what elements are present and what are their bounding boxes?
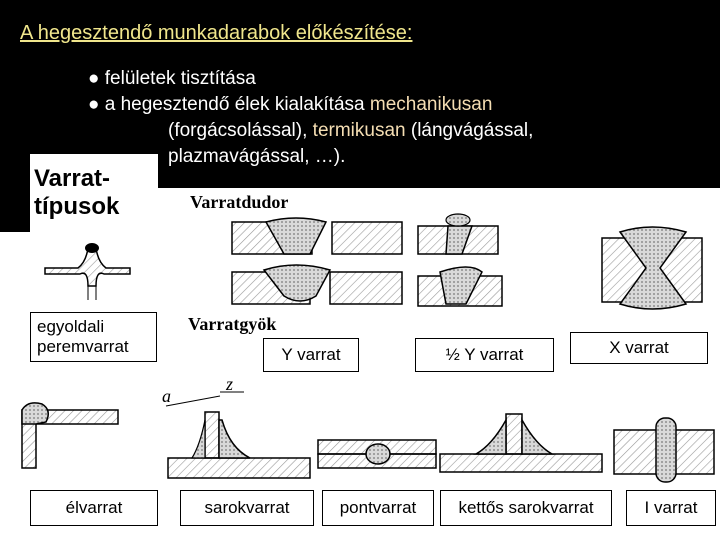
side-title-line2: típusok: [34, 193, 120, 220]
label-egyoldali-peremvarrat: egyoldali peremvarrat: [30, 312, 157, 362]
corner-edge-weld-drawing: [22, 403, 118, 468]
label-kettos-sarokvarrat: kettős sarokvarrat: [440, 490, 612, 526]
label-y-varrat: Y varrat: [263, 338, 359, 372]
page-title: A hegesztendő munkadarabok előkészítése:: [20, 22, 413, 44]
side-title-line1: Varrat-: [34, 165, 111, 192]
edge-weld-drawing: [45, 243, 130, 300]
bullet-cleaning: ● felületek tisztítása: [88, 68, 256, 89]
label-i-varrat: I varrat: [626, 490, 716, 526]
label-a: a: [162, 386, 171, 406]
spot-weld-drawing: [318, 440, 436, 468]
label-varratgyok: Varratgyök: [188, 314, 277, 334]
label-x-varrat: X varrat: [570, 332, 708, 364]
double-fillet-weld-drawing: [440, 414, 602, 472]
y-weld-drawing: [232, 218, 402, 304]
label-pontvarrat: pontvarrat: [322, 490, 434, 526]
i-weld-drawing: [614, 418, 714, 482]
label-elvarrat: élvarrat: [30, 490, 158, 526]
fillet-weld-drawing: [166, 392, 310, 478]
label-z: z: [226, 374, 234, 394]
label-varratdudor: Varratdudor: [190, 192, 289, 212]
bullet-edges-cont2: plazmavágással, …).: [168, 146, 346, 167]
x-weld-drawing: [602, 227, 702, 309]
accent-thermal: termikusan: [312, 120, 406, 141]
bullet-edges: ● a hegesztendő élek kialakítása mechanikusan: [88, 94, 493, 115]
side-title-box: [30, 154, 158, 232]
accent-mechanical: mechanikusan: [369, 94, 493, 115]
bullet-edges-cont: (forgácsolással), termikusan (lángvágással,: [168, 120, 534, 141]
label-sarokvarrat: sarokvarrat: [180, 490, 314, 526]
label-half-y-varrat: ½ Y varrat: [415, 338, 554, 372]
half-y-weld-drawing: [418, 214, 502, 306]
